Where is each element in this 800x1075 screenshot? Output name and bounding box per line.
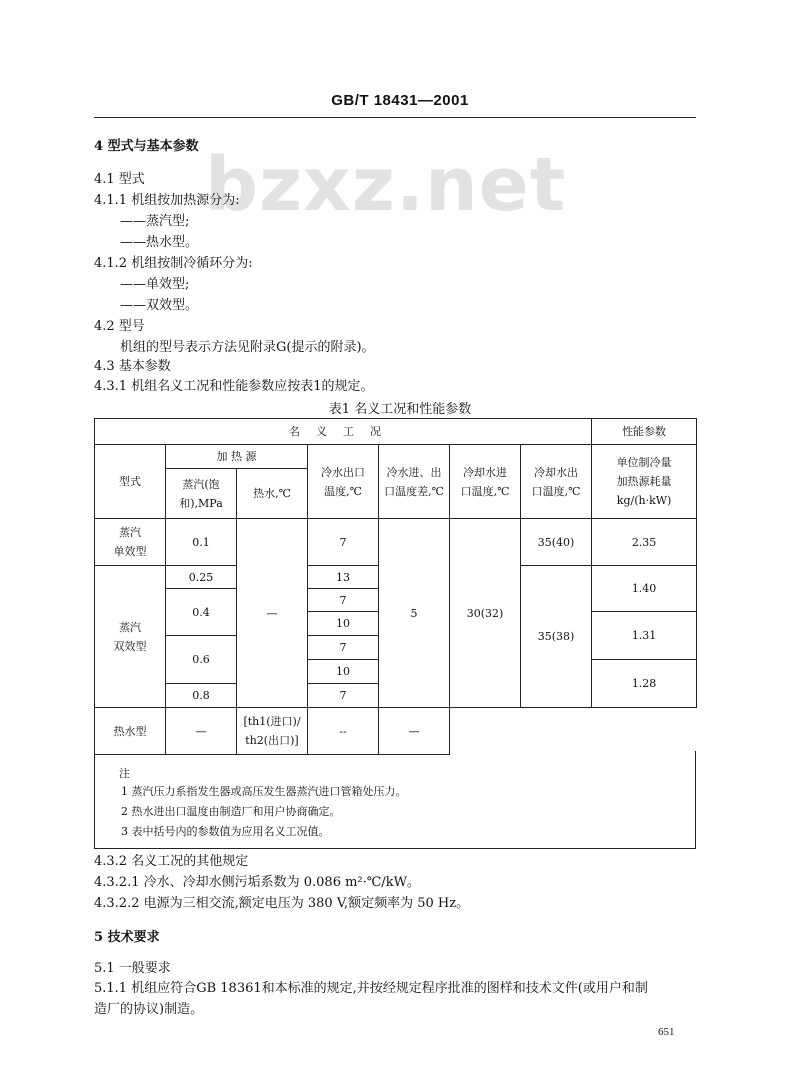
cell-performance: — <box>379 708 450 755</box>
type-single-steam: 蒸汽 单效型 <box>95 519 166 566</box>
section-5-1: 5.1 一般要求 <box>94 961 171 976</box>
cell-hotwater-dash: — <box>237 519 308 708</box>
item-double-effect: ——双效型。 <box>120 298 199 313</box>
section-5-1-1-line2: 造厂的协议)制造。 <box>94 1002 204 1017</box>
header-rule <box>94 117 696 118</box>
cell-chw-outlet: 7 <box>308 589 379 612</box>
header-chw-outlet: 冷水出口 温度,℃ <box>308 445 379 519</box>
section-4-3-2-1: 4.3.2.1 冷水、冷却水侧污垢系数为 0.086 m²·℃/kW。 <box>94 875 420 890</box>
section-4-2: 4.2 型号 <box>94 319 145 334</box>
cell-chw-outlet: 10 <box>308 612 379 636</box>
cell-steam: 0.4 <box>166 589 237 636</box>
header-nominal: 名义工况 <box>95 419 592 445</box>
cell-chw-outlet: 10 <box>308 660 379 684</box>
item-single-effect: ——单效型; <box>120 277 190 292</box>
section-4-1-1: 4.1.1 机组按加热源分为: <box>94 193 240 208</box>
header-performance: 性能参数 <box>592 419 697 445</box>
cell-chw-outlet: 7 <box>308 636 379 660</box>
cell-performance: 2.35 <box>592 519 697 566</box>
note-3: 3 表中括号内的参数值为应用名义工况值。 <box>121 825 330 838</box>
cell-steam: — <box>166 708 237 755</box>
section-4-1-2: 4.1.2 机组按制冷循环分为: <box>94 256 253 271</box>
item-hotwater-type: ——热水型。 <box>120 235 199 250</box>
note-1: 1 蒸汽压力系指发生器或高压发生器蒸汽进口管箱处压力。 <box>121 785 407 798</box>
note-2: 2 热水进出口温度由制造厂和用户协商确定。 <box>121 805 341 818</box>
section-4-3-1: 4.3.1 机组名义工况和性能参数应按表1的规定。 <box>94 379 374 394</box>
header-cw-outlet: 冷却水出 口温度,℃ <box>521 445 592 519</box>
cell-steam: 0.1 <box>166 519 237 566</box>
header-unit-consumption: 单位制冷量 加热源耗量 kg/(h·kW) <box>592 445 697 519</box>
section-5-title: 5 技术要求 <box>94 930 160 945</box>
cell-cw-outlet: 35(40) <box>521 519 592 566</box>
section-4-1: 4.1 型式 <box>94 172 145 187</box>
cell-hotwater-temp: [th1(进口)/ th2(出口)] <box>237 708 308 755</box>
header-hotwater-temp: 热水,℃ <box>237 469 308 519</box>
section-4-2-text: 机组的型号表示方法见附录G(提示的附录)。 <box>120 340 375 355</box>
section-5-1-1-line1: 5.1.1 机组应符合GB 18361和本标准的规定,并按经规定程序批准的图样和技术文件(或用户和制 <box>94 981 648 996</box>
type-hotwater: 热水型 <box>95 708 166 755</box>
cell-chw-outlet: 13 <box>308 566 379 589</box>
cell-chw-outlet: 7 <box>308 519 379 566</box>
cell-chw-outlet: -- <box>308 708 379 755</box>
cell-performance: 1.28 <box>592 660 697 708</box>
cell-chw-outlet: 7 <box>308 684 379 708</box>
header-steam-pressure: 蒸汽(饱 和),MPa <box>166 469 237 519</box>
section-4-title: 4 型式与基本参数 <box>94 139 199 154</box>
table-notes <box>94 751 696 849</box>
cell-performance: 1.40 <box>592 566 697 612</box>
header-type: 型式 <box>95 445 166 519</box>
watermark: bzxz.net <box>205 142 567 228</box>
cell-cw-inlet: 30(32) <box>450 519 521 708</box>
section-4-3-2: 4.3.2 名义工况的其他规定 <box>94 854 249 869</box>
header-heat-source: 加 热 源 <box>166 445 308 469</box>
table-caption: 表1 名义工况和性能参数 <box>328 402 472 417</box>
notes-label: 注 <box>119 767 130 780</box>
page-number: 651 <box>658 1026 675 1038</box>
cell-steam: 0.25 <box>166 566 237 589</box>
cell-chw-diff: 5 <box>379 519 450 708</box>
standard-code-header: GB/T 18431—2001 <box>331 92 469 109</box>
header-cw-inlet: 冷却水进 口温度,℃ <box>450 445 521 519</box>
header-chw-diff: 冷水进、出 口温度差,℃ <box>379 445 450 519</box>
cell-steam: 0.8 <box>166 684 237 708</box>
section-4-3: 4.3 基本参数 <box>94 359 171 374</box>
section-4-3-2-2: 4.3.2.2 电源为三相交流,额定电压为 380 V,额定频率为 50 Hz。 <box>94 896 470 911</box>
cell-cw-outlet: 35(38) <box>521 566 592 708</box>
type-double-steam: 蒸汽 双效型 <box>95 566 166 708</box>
cell-steam: 0.6 <box>166 636 237 684</box>
item-steam-type: ——蒸汽型; <box>120 214 190 229</box>
nominal-conditions-table <box>94 418 697 755</box>
cell-performance: 1.31 <box>592 612 697 660</box>
